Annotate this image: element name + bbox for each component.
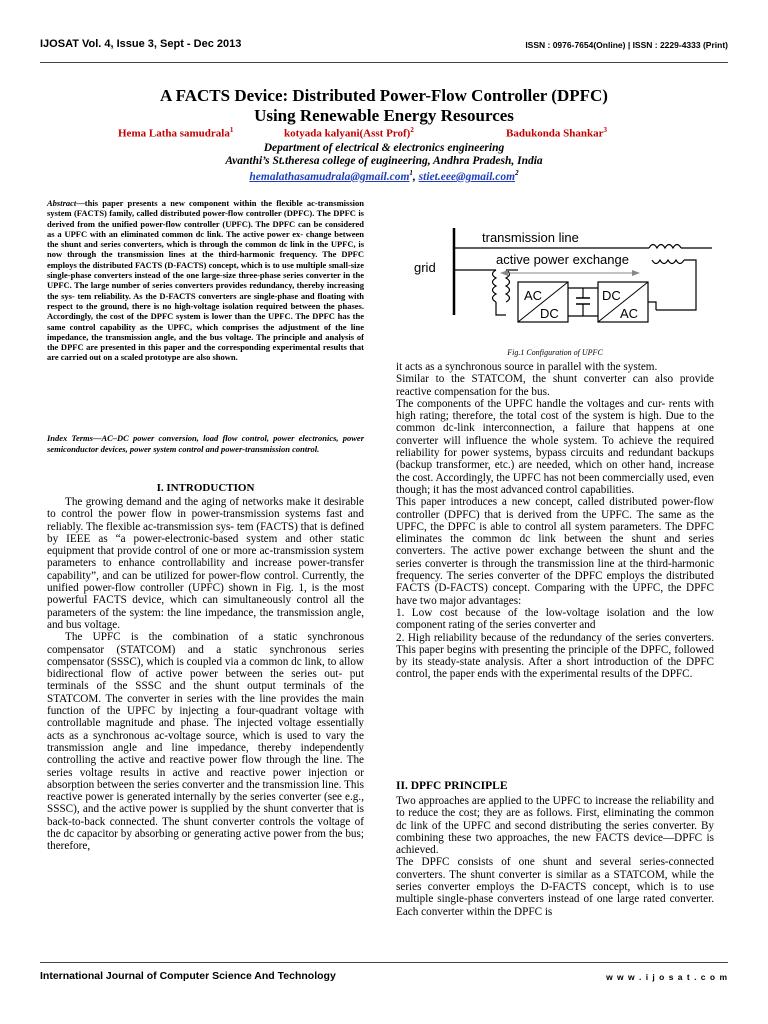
author-2: kotyada kalyani(Asst Prof)$^2$ [284, 126, 414, 140]
paragraph: The DPFC consists of one shunt and several series-connected converters. The shunt converter is similar as a STATCOM, while the series converter employs the D-FACTS concept, which is to use multiple single-phase converters instead of one large rated converter. Each converter within the DPFC is [396, 856, 714, 918]
author-3: Badukonda Shankar$^3$ [506, 126, 608, 140]
issn-info: ISSN : 0976-7654(Online) | ISSN : 2229-4333 (Print) [525, 40, 728, 50]
header-rule [40, 62, 728, 63]
svg-text:AC: AC [620, 306, 639, 321]
abstract-label: Abstract [47, 198, 77, 208]
title-line-1: A FACTS Device: Distributed Power-Flow Controller (DPFC) [160, 86, 608, 105]
upfc-configuration-figure [396, 220, 714, 348]
svg-text:AC: AC [524, 288, 543, 303]
label-transmission-line: transmission line [482, 230, 579, 245]
email-link-2[interactable]: stiet.eee@gmail.com [418, 170, 516, 183]
journal-info: IJOSAT Vol. 4, Issue 3, Sept - Dec 2013 [40, 38, 242, 50]
paragraph: The components of the UPFC handle the voltages and cur- rents with high rating; therefore, the total cost of the system is high. Due to the common dc-link interconnection, a failure that happens at one converter will influence the whole system. To achieve the required reliability for power systems, bypass circuits and redundant backups (backup transformer, etc.) are needed, which on other hand, increase the cost. Accordingly, the UPFC has not been commercially used, even though; it has the most advanced control capabilities. [396, 397, 714, 496]
dpfc-principle-body [396, 795, 714, 918]
svg-text:DC: DC [540, 306, 559, 321]
footer-journal: International Journal of Computer Science And Technology [40, 970, 336, 982]
title-line-2: Using Renewable Energy Resources [254, 106, 514, 125]
introduction-body [47, 496, 364, 853]
department: Department of electrical & electronics engineering [263, 142, 505, 154]
footer-rule [40, 962, 728, 963]
emails: hemalathasamudrala@gmail.com$^1$, stiet.eee@gmail.com$^2$ [249, 169, 519, 183]
abstract [47, 198, 364, 363]
author-1: Hema Latha samudrala$^1$ [118, 126, 234, 140]
paragraph: The growing demand and the aging of networks make it desirable to control the power flow in power-transmission systems fast and reliably. The flexible ac-transmission sys- tem (FACTS) that is defined by IEEE as “a power-electronic-based system and other static equipment that provide control of one or more ac-transmission system parameters to enhance controllability and increase power-transfer capability”, and can be utilized for power-flow control. Currently, the unified power-flow controller (UPFC) shown in Fig. 1, is the most powerful FACTS device, which can simultaneously control all the parameters of the system: the line impedance, the transmission angle, and bus voltage. [47, 496, 365, 631]
label-active-power-exchange: active power exchange [496, 252, 629, 267]
page-header [40, 38, 728, 58]
abstract-text: —this paper presents a new component within the flexible ac-transmission system (FACTS) family, called distributed power-flow controller (DPFC). The DPFC is derived from the unified power-flow controller (UPFC). The DPFC can be considered as a UPFC with an eliminated common dc link. The active power ex- change between the shunt and series converters, which is through the common dc link in the UPFC, is now through the transmission lines at the third-harmonic frequency. The DPFC employs the distributed FACTS (D-FACTS) concept, which is to use multiple small-size single-phase converters instead of the one large-size three-phase series converter in the UPFC. The large number of series converters provides redundancy, thereby increasing the sys- tem reliability. As the D-FACTS converters are single-phase and floating with respect to the ground, there is no high-voltage isolation required between the phases. Accordingly, the cost of the DPFC system is lower than the UPFC. The DPFC has the same control capability as the UPFC, which comprises the adjustment of the line impedance, the transmission angle, and the bus voltage. The principle and analysis of the DPFC are presented in this paper and the corresponding experimental results that are carried out on a scaled prototype are also shown. [47, 198, 364, 363]
college: Avanthi’s St.theresa college of eugineering, Andhra Pradesh, India [225, 155, 543, 167]
paper-title [40, 86, 728, 126]
series-transformer-coil [649, 245, 681, 249]
section-heading-dpfc-principle: II. DPFC PRINCIPLE [396, 780, 508, 792]
svg-text:DC: DC [602, 288, 621, 303]
right-column-body [396, 361, 714, 681]
list-item: 2. High reliability because of the redundancy of the series converters. This paper begins with presenting the principle of the DPFC, followed by its steady-state analysis. After a short introduction of the DPFC control, the paper ends with the experimental results of the DPFC. [396, 631, 714, 681]
paragraph: The UPFC is the combination of a static synchronous compensator (STATCOM) and a static synchronous series compensator (SSSC), which is coupled via a common dc link, to allow bidirectional flow of active power between the series out- put terminals of the SSSC and the shunt output terminals of the STATCOM. The converter in series with the line provides the main function of the UPFC by injecting a four-quadrant voltage with controllable magnitude and phase. The injected voltage essentially acts as a synchronous ac-voltage source, which is used to vary the transmission angle and line impedance, thereby independently controlling the active and reactive power flow through the line. The series voltage results in active and reactive power injection or absorption between the series converter and the transmission line. This reactive power is generated internally by the series converter (see e.g., SSSC), and the active power is supplied by the shunt converter that is back-to-back connected. The shunt converter controls the voltage of the dc capacitor by absorbing or generating active power from the bus; therefore, [47, 631, 364, 853]
index-terms: Index Terms—AC–DC power conversion, load flow control, power electronics, power semiconductor devices, power system control and power-transmission control. [47, 433, 364, 454]
list-item: 1. Low cost because of the low-voltage isolation and the low component rating of the series converter and [396, 606, 714, 632]
paragraph: Two approaches are applied to the UPFC to increase the reliability and to reduce the cost; they are as follows. First, eliminating the common dc link of the UPFC and second distributing the series converter. By combining these two approaches, the new FACTS device—DPFC is achieved. [396, 795, 714, 857]
label-grid: grid [414, 260, 436, 275]
email-link-1[interactable]: hemalathasamudrala@gmail.com [249, 170, 410, 183]
paragraph: This paper introduces a new concept, called distributed power-flow controller (DPFC) that is derived from the UPFC. The same as the UPFC, the DPFC is able to control all system parameters. The DPFC eliminates the common dc link between the shunt and series converters. The active power exchange between the shunt and the series converter is through the transmission line at the third-harmonic frequency. The series converter of the DPFC employs the distributed FACTS (D-FACTS) concept. Comparing with the UPFC, the DPFC have two major advantages: [396, 496, 714, 607]
paragraph: it acts as a synchronous source in parallel with the system. [396, 361, 658, 373]
footer-website: w w w . i j o s a t . c o m [606, 972, 728, 982]
paragraph: Similar to the STATCOM, the shunt converter can also provide reactive compensation for the bus. [396, 373, 714, 398]
section-heading-introduction: I. INTRODUCTION [156, 482, 255, 494]
shunt-transformer-coil [493, 270, 497, 302]
author-list [40, 126, 728, 142]
figure-caption: Fig.1 Configuration of UPFC [507, 348, 603, 357]
